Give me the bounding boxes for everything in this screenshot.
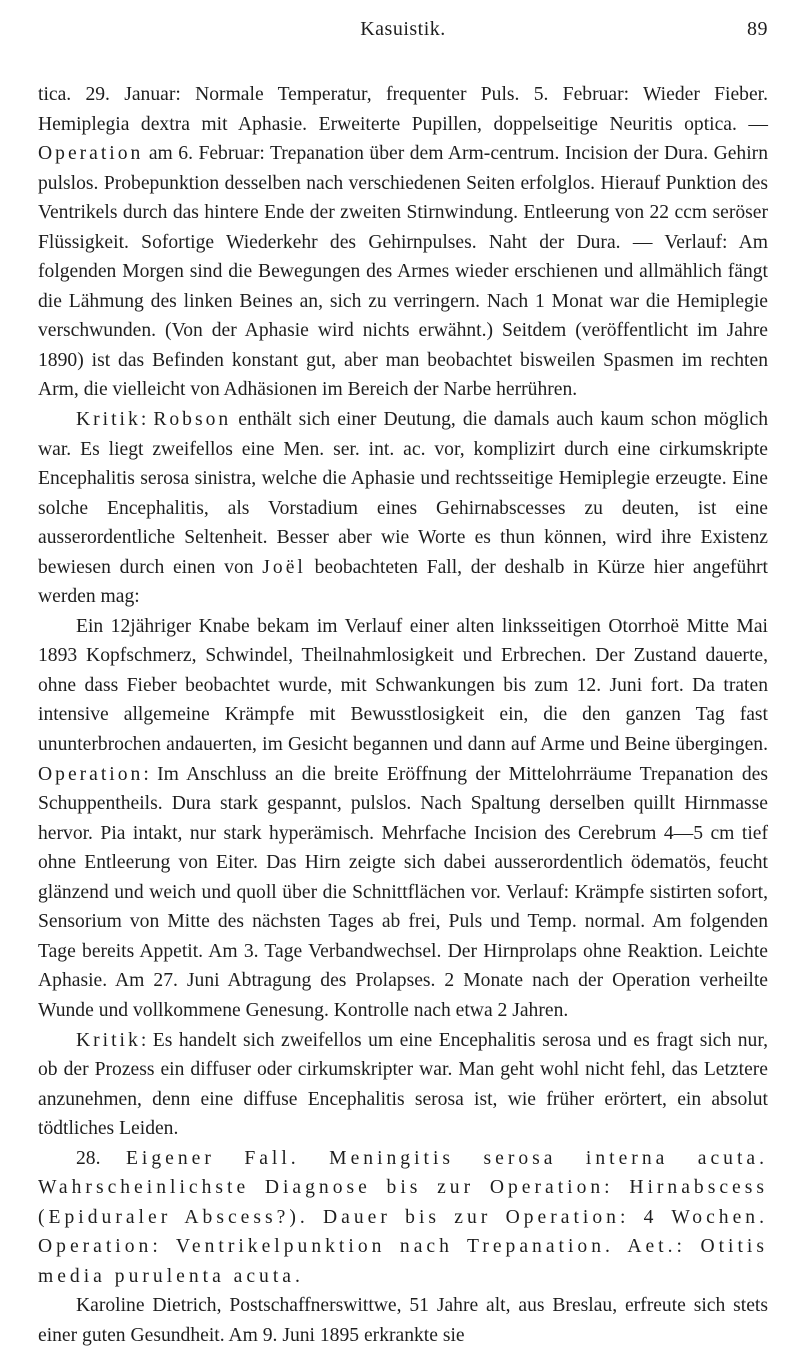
emphasis-kritik: Kritik bbox=[76, 1029, 141, 1051]
emphasis-operation: Operation bbox=[38, 763, 144, 785]
text-run: am 6. Februar: Trepanation über dem Arm-centrum. Incision der Dura. Gehirn pulslos. Probepunktion desselben nach verschiedenen Seiten erfolglos. Hierauf Punktion des Ventrikels durch das hintere Ende der zweiten Stirnwindung. Entleerung von 22 ccm seröser Flüssigkeit. Sofortige Wiederkehr des Gehirnpulses. Naht der Dura. — Verlauf: Am folgenden Morgen sind die Bewegungen des Armes wieder erschienen und allmählich fängt die Lähmung des linken Beines an, sich zu verringern. Nach 1 Monat war die Hemiplegie verschwunden. (Von der Aphasie wird nichts erwähnt.) Seitdem (veröffentlicht im Jahre 1890) ist das Befinden konstant gut, aber man beobachtet bisweilen Spasmen im rechten Arm, die vielleicht von Adhäsionen im Bereich der Narbe herrühren. bbox=[38, 143, 768, 401]
book-page bbox=[38, 14, 768, 1351]
text-run: Ein 12jähriger Knabe bekam im Verlauf einer alten linksseitigen Otorrhoë Mitte Mai 1893 Kopfschmerz, Schwindel, Theilnahmlosigkeit und Erbrechen. Der Zustand dauerte, ohne dass Fieber beobachtet wurde, mit Schwankungen bis zum 12. Juni fort. Da traten intensive allgemeine Krämpfe mit Bewusstlosigkeit ein, die den ganzen Tag fast ununterbrochen andauerten, im Gesicht begannen und dann auf Arme und Beine übergingen. bbox=[38, 615, 768, 756]
emphasis-operation: Operation bbox=[38, 143, 144, 165]
text-run: Karoline Dietrich, Postschaffnerswittwe, 51 Jahre alt, aus Breslau, erfreute sich stets einer guten Gesundheit. Am 9. Juni 1895 erkrankte sie bbox=[38, 1295, 768, 1346]
text-run: tica. 29. Januar: Normale Temperatur, frequenter Puls. 5. Februar: Wieder Fieber. Hemiplegia dextra mit Aphasie. Erweiterte Pupillen, doppelseitige Neuritis optica. — bbox=[38, 84, 768, 135]
emphasis-author-robson: Robson bbox=[153, 409, 232, 431]
emphasis-author-joel: Joël bbox=[262, 556, 306, 578]
paragraph-case-heading bbox=[38, 1144, 768, 1292]
case-heading: Eigener Fall. Meningitis serosa interna acuta. Wahrscheinlichste Diagnose bis zur Operation: Hirnabscess (Epiduraler Abscess?). Dauer bis zur Operation: 4 Wochen. Operation: Ventrikelpunktion nach Trepanation. Aet.: Otitis media purulenta acuta. bbox=[38, 1147, 768, 1287]
text-run: : bbox=[140, 409, 154, 431]
paragraph-case-boy bbox=[38, 612, 768, 1026]
running-title: Kasuistik. bbox=[360, 18, 446, 40]
body-text bbox=[38, 80, 768, 1351]
emphasis-kritik: Kritik bbox=[76, 409, 141, 431]
paragraph-critique-encephalitis bbox=[38, 1026, 768, 1144]
running-header bbox=[38, 14, 768, 54]
text-run: : Im Anschluss an die breite Eröffnung der Mittelohrräume Trepanation des Schuppentheils. Dura stark gespannt, pulslos. Nach Spaltung derselben quillt Hirnmasse hervor. Pia intakt, nur stark hyperämisch. Mehrfache Incision des Cerebrum 4—5 cm tief ohne Entleerung von Eiter. Das Hirn zeigte sich dabei ausserordentlich ödematös, feucht glänzend und weich und quoll über die Schnittflächen vor. Verlauf: Krämpfe sistirten sofort, Sensorium von Mitte des nächsten Tages ab frei, Puls und Temp. normal. Am folgenden Tage bereits Appetit. Am 3. Tage Verbandwechsel. Der Hirnprolaps ohne Reaktion. Leichte Aphasie. Am 27. Juni Abtragung des Prolapses. 2 Monate nach der Operation verheilte Wunde und vollkommene Genesung. Kontrolle nach etwa 2 Jahren. bbox=[38, 763, 768, 1021]
page-number: 89 bbox=[747, 18, 768, 40]
case-number: 28. bbox=[76, 1147, 126, 1169]
text-run: : Es handelt sich zweifellos um eine Encephalitis serosa und es fragt sich nur, ob der Prozess ein diffuser oder cirkumskripter war. Man geht wohl nicht fehl, das Letztere anzunehmen, denn eine diffuse Encephalitis serosa ist, wie früher erörtert, ein absolut tödtliches Leiden. bbox=[38, 1029, 768, 1140]
text-run: enthält sich einer Deutung, die damals auch kaum schon möglich war. Es liegt zweifellos eine Men. ser. int. ac. vor, komplizirt durch eine cirkumskripte Encephalitis serosa sinistra, welche die Aphasie und rechtsseitige Hemiplegie erzeugte. Eine solche Encephalitis, als Vorstadium eines Gehirnabscesses zu deuten, ist eine ausserordentliche Seltenheit. Besser aber wie Worte es thun können, wird ihre Existenz bewiesen durch einen von bbox=[38, 409, 768, 578]
paragraph-case-patient bbox=[38, 1291, 768, 1350]
text-run: beobachteten Fall, der deshalb in Kürze hier angeführt werden mag: bbox=[38, 556, 769, 608]
paragraph-critique-robson bbox=[38, 405, 768, 612]
paragraph-case-continuation bbox=[38, 80, 768, 405]
